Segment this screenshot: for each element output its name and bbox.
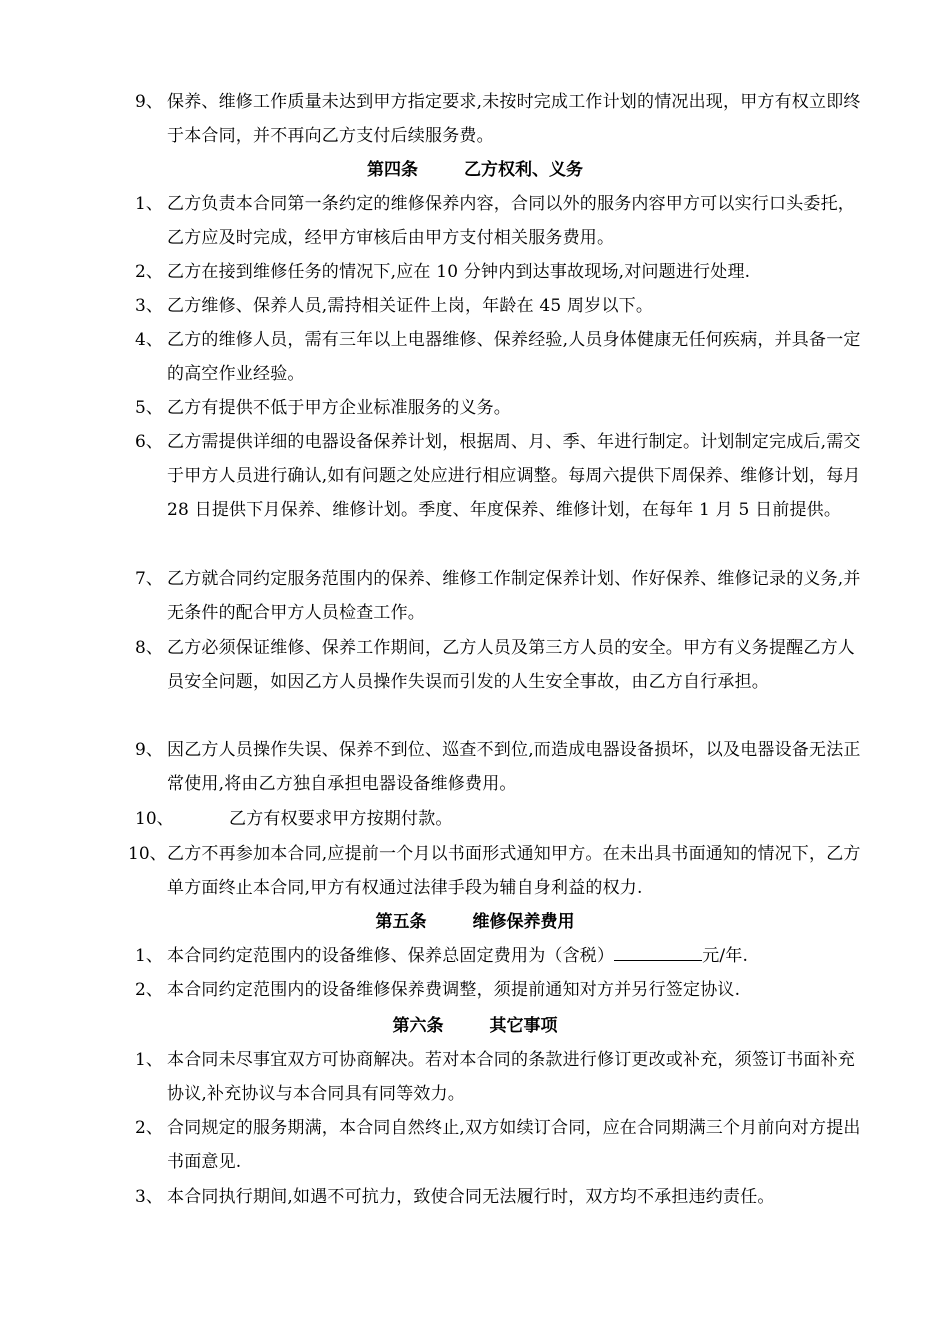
item-text: 乙方必须保证维修、保养工作期间，乙方人员及第三方人员的安全。甲方有义务提醒乙方人员安全问题，如因乙方人员操作失误而引发的人生安全事故，由乙方自行承担。 [167,638,855,692]
item-number: 8、 [135,638,163,658]
item-number: 7、 [135,569,163,589]
item-text: 乙方就合同约定服务范围内的保养、维修工作制定保养计划、作好保养、维修记录的义务,并无条件的配合甲方人员检查工作。 [167,569,861,623]
item-number: 3、 [135,1187,163,1207]
item-text: 乙方的维修人员，需有三年以上电器维修、保养经验,人员身体健康无任何疾病，并具备一定的高空作业经验。 [167,330,861,384]
item-number: 1、 [135,194,163,214]
item-text: 保养、维修工作质量未达到甲方指定要求,未按时完成工作计划的情况出现，甲方有权立即终于本合同，并不再向乙方支付后续服务费。 [167,92,861,146]
item-number: 4、 [135,330,163,350]
section-heading-article6 [0,1009,950,1043]
item-text: 乙方有提供不低于甲方企业标准服务的义务。 [167,398,511,418]
item-text: 乙方维修、保养人员,需持相关证件上岗，年龄在 45 周岁以下。 [167,296,654,316]
item-text: 本合同未尽事宜双方可协商解决。若对本合同的条款进行修订更改或补充，须签订书面补充协议,补充协议与本合同具有同等效力。 [167,1050,855,1104]
item-text: 乙方在接到维修任务的情况下,应在 10 分钟内到达事故现场,对问题进行处理. [167,262,751,282]
heading-title: 维修保养费用 [472,912,575,932]
item-number: 6、 [135,432,163,452]
heading-number: 第四条 [367,160,418,180]
heading-title: 乙方权利、义务 [464,160,583,180]
item-text: 本合同执行期间,如遇不可抗力，致使合同无法履行时，双方均不承担违约责任。 [167,1187,775,1207]
fee-text-after: 元/年. [702,946,749,966]
section-heading-article4 [0,153,950,187]
item-text: 乙方需提供详细的电器设备保养计划，根据周、月、季、年进行制定。计划制定完成后,需交于甲方人员进行确认,如有问题之处应进行相应调整。每周六提供下周保养、维修计划，每月 28 日提供下月保养、维修计划。季度、年度保养、维修计划，在每年 1 月 5 日前提供。 [167,432,861,520]
item-text [167,939,867,973]
heading-title: 其它事项 [489,1016,558,1036]
item-text: 本合同约定范围内的设备维修保养费调整，须提前通知对方并另行签定协议. [167,980,741,1000]
heading-number: 第六条 [392,1016,444,1036]
item-number: 1、 [135,946,163,966]
item-number: 10、 [135,809,174,829]
fee-blank-field [614,944,702,961]
item-number: 5、 [135,398,163,418]
item-text: 乙方负责本合同第一条约定的维修保养内容，合同以外的服务内容甲方可以实行口头委托，乙方应及时完成，经甲方审核后由甲方支付相关服务费用。 [167,194,855,248]
item-text: 合同规定的服务期满，本合同自然终止,双方如续订合同，应在合同期满三个月前向对方提出书面意见. [167,1118,861,1172]
item-number: 9、 [135,740,163,760]
item-text: 乙方不再参加本合同,应提前一个月以书面形式通知甲方。在未出具书面通知的情况下，乙方单方面终止本合同,甲方有权通过法律手段为辅自身利益的权力. [167,844,861,898]
item-number: 1、 [135,1050,163,1070]
item-number: 3、 [135,296,163,316]
item-number: 9、 [135,92,163,112]
fee-text-before: 本合同约定范围内的设备维修、保养总固定费用为（含税） [167,946,615,966]
item-number: 10、 [128,844,167,864]
item-number: 2、 [135,980,163,1000]
item-number: 2、 [135,1118,163,1138]
heading-number: 第五条 [375,912,427,932]
item-number: 2、 [135,262,163,282]
item-text: 因乙方人员操作失误、保养不到位、巡查不到位,而造成电器设备损坏，以及电器设备无法正常使用,将由乙方独自承担电器设备维修费用。 [167,740,861,794]
item-text: 乙方有权要求甲方按期付款。 [229,809,453,829]
section-heading-article5 [0,905,950,939]
